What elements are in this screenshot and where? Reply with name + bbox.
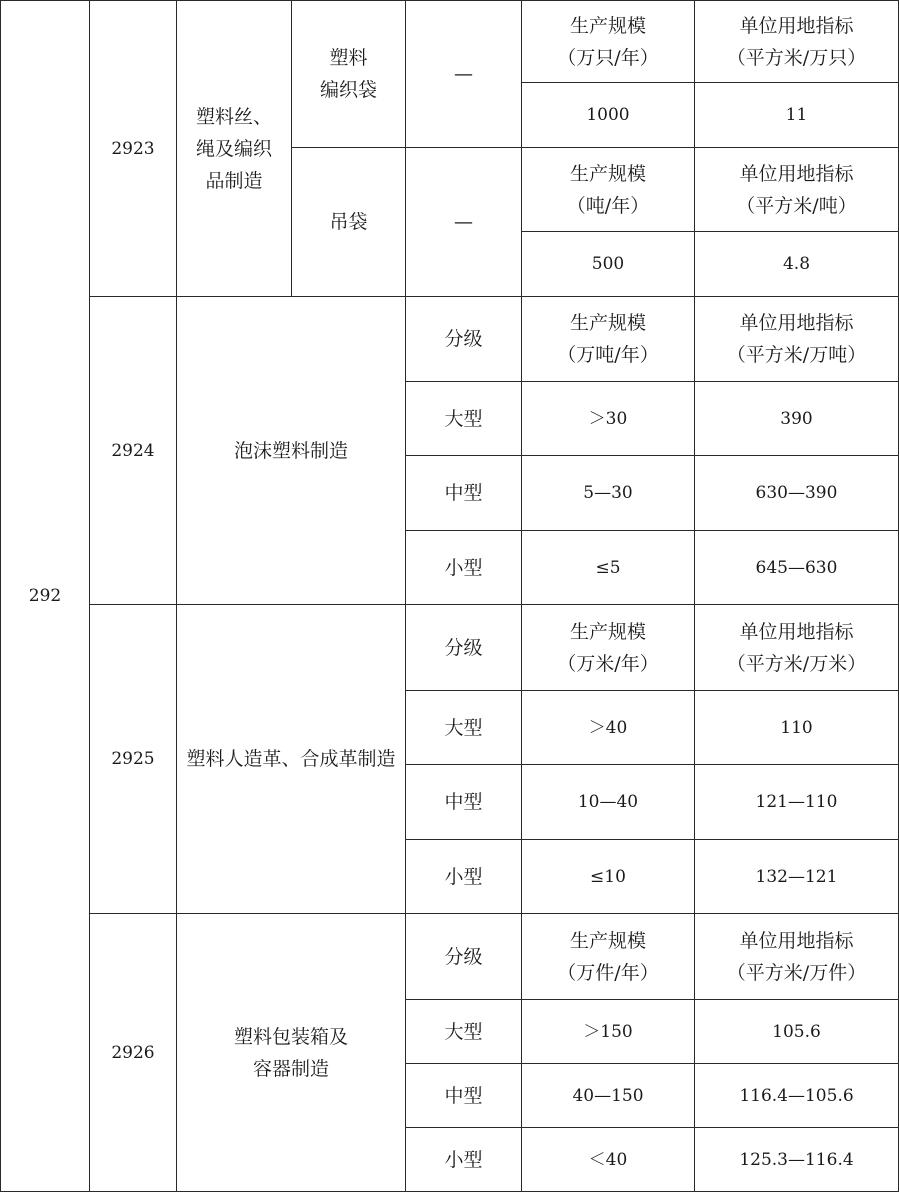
scale-unit: （万吨/年） [557, 344, 659, 366]
scale-unit: （万只/年） [557, 46, 659, 69]
index-value-cell: 630—390 [695, 456, 899, 531]
index-header-cell [695, 605, 899, 691]
group-code-cell: 292 [1, 1, 90, 1192]
grade-cell: 小型 [406, 531, 522, 605]
grade-cell: — [406, 1, 522, 148]
subname-line: 编织袋 [319, 79, 377, 101]
scale-header: 生产规模 [569, 14, 646, 37]
scale-header: 生产规模 [569, 312, 646, 334]
index-unit: （平方米/吨） [736, 194, 857, 217]
grade-cell: 大型 [406, 1000, 522, 1064]
index-header-cell [695, 914, 899, 1000]
scale-header-cell [522, 1, 695, 83]
grade-cell: 中型 [406, 765, 522, 840]
code-cell-2924: 2924 [90, 297, 177, 605]
code-cell-2925: 2925 [90, 605, 177, 914]
subname-cell-woven-bag [292, 1, 406, 148]
grade-cell: 小型 [406, 840, 522, 914]
subname-cell-hanging-bag: 吊袋 [292, 148, 406, 297]
index-value-cell: 116.4—105.6 [695, 1064, 899, 1128]
code-cell-2926: 2926 [90, 914, 177, 1192]
name-cell-2925: 塑料人造革、合成革制造 [177, 605, 406, 914]
index-value-cell: 4.8 [695, 232, 899, 297]
scale-value-cell: 500 [522, 232, 695, 297]
grade-cell: 大型 [406, 382, 522, 456]
scale-value-cell: ＞150 [522, 1000, 695, 1064]
table-row [1, 1, 899, 83]
table-row [1, 914, 899, 1000]
name-cell-2926 [177, 914, 406, 1192]
index-header: 单位用地指标 [739, 312, 854, 334]
code-cell-2923: 2923 [90, 1, 177, 297]
index-header: 单位用地指标 [739, 162, 854, 185]
scale-unit: （吨/年） [566, 194, 650, 217]
scale-header: 生产规模 [569, 162, 646, 185]
index-header-cell [695, 148, 899, 232]
scale-value-cell: ＞30 [522, 382, 695, 456]
scale-value-cell: 40—150 [522, 1064, 695, 1128]
grade-cell: 中型 [406, 1064, 522, 1128]
index-value-cell: 132—121 [695, 840, 899, 914]
scale-header: 生产规模 [569, 620, 646, 643]
grade-cell: 大型 [406, 691, 522, 765]
scale-header-cell [522, 914, 695, 1000]
grade-header-cell: 分级 [406, 914, 522, 1000]
index-header: 单位用地指标 [739, 620, 854, 643]
grade-header-cell: 分级 [406, 605, 522, 691]
name-line: 品制造 [205, 169, 263, 192]
scale-value-cell: 5—30 [522, 456, 695, 531]
scale-value-cell: 1000 [522, 83, 695, 148]
scale-header-cell [522, 148, 695, 232]
index-header: 单位用地指标 [739, 14, 854, 37]
scale-header: 生产规模 [569, 929, 646, 952]
scale-header-cell [522, 297, 695, 382]
index-unit: （平方米/万件） [726, 961, 867, 984]
index-value-cell: 121—110 [695, 765, 899, 840]
grade-cell: — [406, 148, 522, 297]
index-header-cell [695, 1, 899, 83]
grade-header-cell: 分级 [406, 297, 522, 382]
scale-value-cell: 10—40 [522, 765, 695, 840]
table-row [1, 297, 899, 382]
index-value-cell: 11 [695, 83, 899, 148]
index-unit: （平方米/万只） [726, 46, 867, 69]
name-line: 塑料包装箱及 [233, 1025, 348, 1048]
name-line: 容器制造 [252, 1057, 329, 1080]
scale-value-cell: ＜40 [522, 1128, 695, 1192]
scale-unit: （万米/年） [557, 652, 659, 675]
index-value-cell: 645—630 [695, 531, 899, 605]
grade-cell: 中型 [406, 456, 522, 531]
name-line: 塑料丝、 [195, 105, 272, 128]
index-unit: （平方米/万米） [726, 652, 867, 675]
index-value-cell: 125.3—116.4 [695, 1128, 899, 1192]
scale-unit: （万件/年） [557, 961, 659, 984]
index-unit: （平方米/万吨） [726, 344, 867, 366]
grade-cell: 小型 [406, 1128, 522, 1192]
index-value-cell: 110 [695, 691, 899, 765]
name-line: 绳及编织 [195, 137, 272, 160]
index-value-cell: 390 [695, 382, 899, 456]
subname-line: 塑料 [329, 47, 368, 69]
scale-value-cell: ≤10 [522, 840, 695, 914]
name-cell-2924: 泡沫塑料制造 [177, 297, 406, 605]
index-header: 单位用地指标 [739, 929, 854, 952]
scale-header-cell [522, 605, 695, 691]
index-value-cell: 105.6 [695, 1000, 899, 1064]
scale-value-cell: ＞40 [522, 691, 695, 765]
index-header-cell [695, 297, 899, 382]
scale-value-cell: ≤5 [522, 531, 695, 605]
name-cell-2923 [177, 1, 292, 297]
table-row [1, 605, 899, 691]
